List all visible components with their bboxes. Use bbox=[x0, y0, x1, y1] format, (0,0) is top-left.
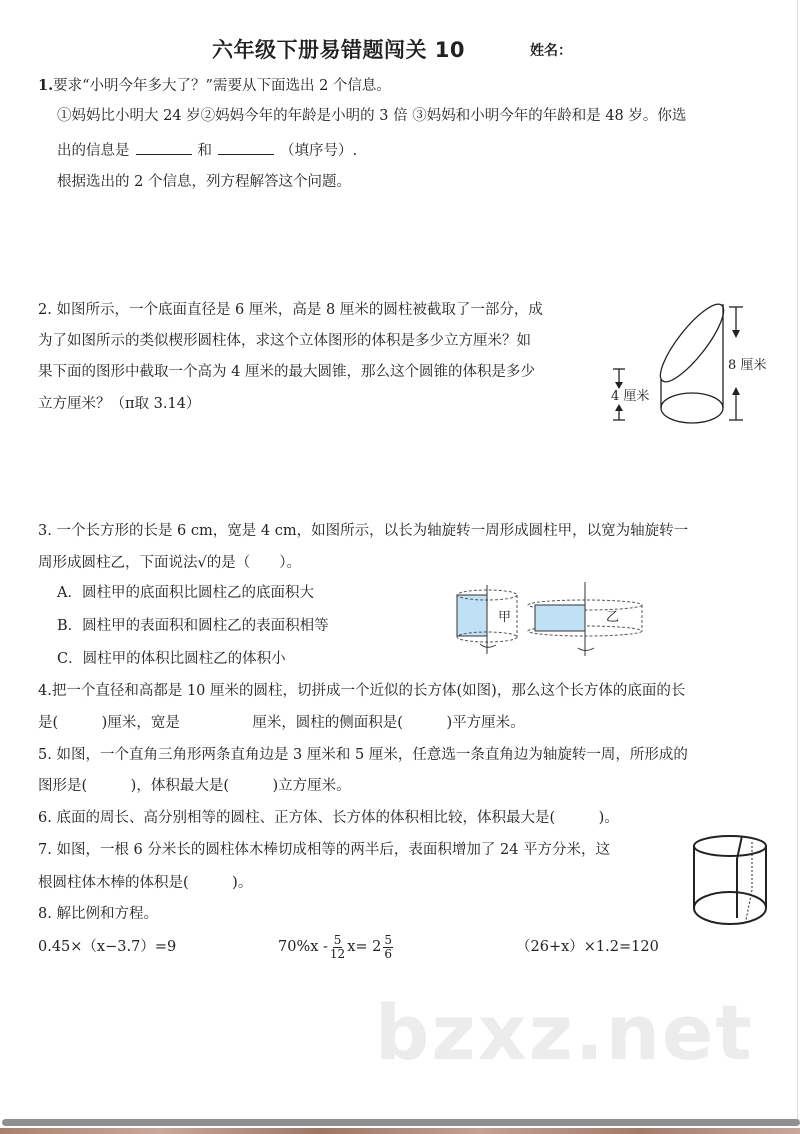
watermark: bzxz.net bbox=[375, 988, 754, 1077]
q5-line-1: 5. 如图，一个直角三角形两条直角边是 3 厘米和 5 厘米，任意选一条直角边为轴旋转一周，所形成的 bbox=[38, 747, 688, 763]
q2-line-4: 立方厘米？（π取 3.14） bbox=[38, 396, 201, 412]
q3-line-2: 周形成圆柱乙，下面说法√的是（ ）。 bbox=[38, 555, 301, 571]
q4-line-1: 4.把一个直径和高都是 10 厘米的圆柱，切拼成一个近似的长方体(如图)，那么这个长方体的底面的长 bbox=[38, 683, 686, 699]
q7-line-2: 根圆柱体木棒的体积是( )。 bbox=[38, 875, 253, 891]
q3-rotation-figure bbox=[450, 580, 650, 658]
q3-label-yi: 乙 bbox=[606, 610, 620, 625]
fraction-5-6: $\frac{5}{6}$ bbox=[384, 932, 393, 961]
q1-text: 出的信息是 bbox=[57, 143, 130, 159]
name-label: 姓名： bbox=[530, 43, 572, 59]
q2-label-4cm: 4 厘米 bbox=[611, 389, 650, 404]
q3-option-a[interactable]: A．圆柱甲的底面积比圆柱乙的底面积大 bbox=[57, 585, 314, 601]
q4-line-2: 是( )厘米，宽是 厘米，圆柱的侧面积是( )平方厘米。 bbox=[38, 715, 525, 731]
q1-blank-1[interactable] bbox=[136, 140, 192, 155]
q1-text: （填序号）. bbox=[280, 143, 358, 159]
q1-line-1 bbox=[38, 76, 391, 96]
q2-line-1: 2. 如图所示，一个底面直径是 6 厘米，高是 8 厘米的圆柱被截取了一部分，成 bbox=[38, 302, 543, 318]
q3-line-1: 3. 一个长方形的长是 6 cm，宽是 4 cm，如图所示，以长为轴旋转一周形成圆柱甲，以宽为轴旋转一 bbox=[38, 523, 689, 539]
q2-line-3: 果下面的图形中截取一个高为 4 厘米的最大圆锥，那么这个圆锥的体积是多少 bbox=[38, 364, 535, 380]
q1-blank-2[interactable] bbox=[218, 140, 274, 155]
q7-cut-cylinder-figure bbox=[685, 830, 775, 930]
q8-equation-1: 0.45×（x−3.7）=9 bbox=[38, 939, 177, 955]
q1-line-3 bbox=[57, 140, 357, 161]
q1-line-4: 根据选出的 2 个信息，列方程解答这个问题。 bbox=[57, 174, 351, 190]
q1-line-2: ①妈妈比小明大 24 岁②妈妈今年的年龄是小明的 3 倍 ③妈妈和小明今年的年龄和是 48 岁。你选 bbox=[57, 108, 687, 124]
q1-text: 要求“小明今年多大了？”需要从下面选出 2 个信息。 bbox=[53, 78, 391, 94]
q3-option-c[interactable]: C．圆柱甲的体积比圆柱乙的体积小 bbox=[57, 651, 286, 667]
q8-equation-2 bbox=[278, 930, 395, 964]
q2-label-8cm: 8 厘米 bbox=[728, 358, 767, 373]
q7-line-1: 7. 如图，一根 6 分米长的圆柱体木棒切成相等的两半后，表面积增加了 24 平方分米，这 bbox=[38, 842, 611, 858]
q8-title: 8. 解比例和方程。 bbox=[38, 906, 158, 922]
fraction-5-12: $\frac{5}{12}$ bbox=[329, 932, 346, 961]
horizontal-scrollbar[interactable] bbox=[2, 1119, 800, 1126]
q2-line-2: 为了如图所示的类似楔形圆柱体，求这个立体图形的体积是多少立方厘米？如 bbox=[38, 333, 531, 349]
eq2-part: x= 2 bbox=[347, 939, 382, 955]
q3-label-jia: 甲 bbox=[498, 610, 512, 625]
page-edge bbox=[797, 0, 798, 1120]
q1-text: 和 bbox=[197, 143, 212, 159]
q3-option-b[interactable]: B．圆柱甲的表面积和圆柱乙的表面积相等 bbox=[57, 618, 329, 634]
q5-line-2: 图形是( )，体积最大是( )立方厘米。 bbox=[38, 778, 351, 794]
bottom-decorative-strip bbox=[0, 1128, 800, 1134]
q1-number: 1. bbox=[38, 77, 54, 94]
eq2-part: 70%x - bbox=[278, 939, 328, 955]
q6-line: 6. 底面的周长、高分别相等的圆柱、正方体、长方体的体积相比较，体积最大是( )。 bbox=[38, 810, 619, 826]
q8-equation-3: （26+x）×1.2=120 bbox=[516, 939, 659, 955]
page-title: 六年级下册易错题闯关 10 bbox=[212, 38, 466, 62]
